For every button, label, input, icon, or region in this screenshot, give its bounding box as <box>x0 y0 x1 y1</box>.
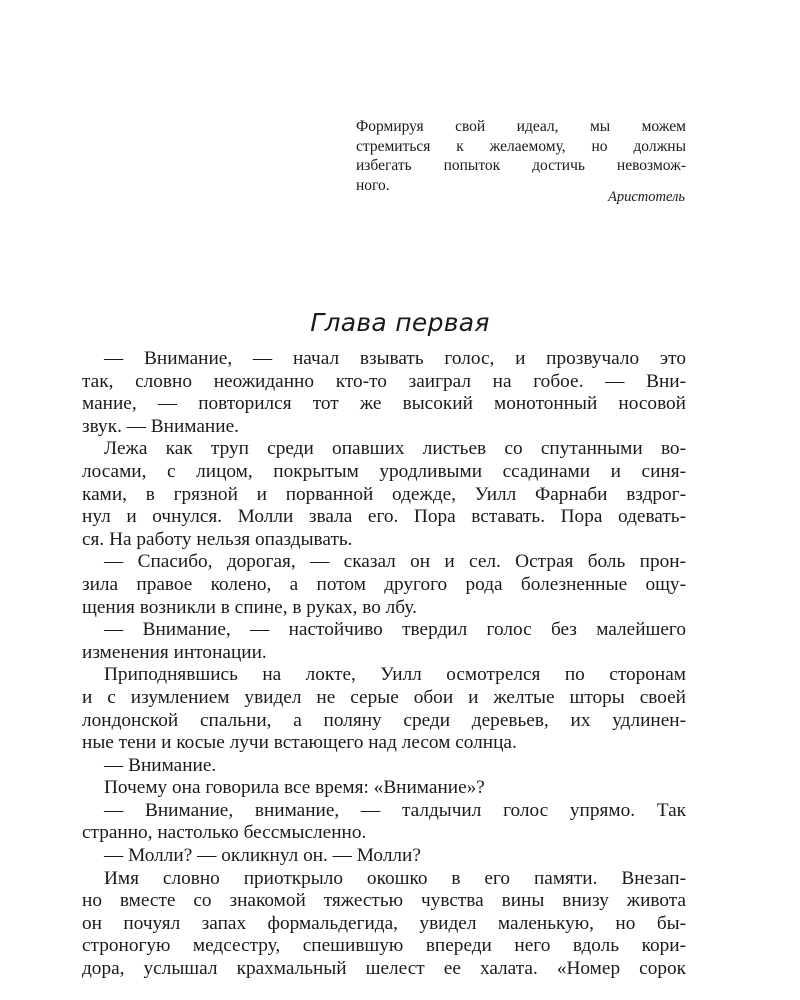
body-line: — Молли? — окликнул он. — Молли? <box>104 845 421 867</box>
chapter-title: Глава первая <box>310 308 490 337</box>
body-line: Почему она говорила все время: «Внимание»? <box>104 777 485 799</box>
epigraph <box>356 117 686 195</box>
body-line: зила правое колено, а потом другого рода болезненные ощу- <box>82 573 686 595</box>
body-line: строногую медсестру, спешившую впереди него вдоль кори- <box>82 935 686 957</box>
body-line: лондонской спальни, а поляну среди деревьев, их удлинен- <box>82 709 686 731</box>
body-line: мание, — повторился тот же высокий монотонный носовой <box>82 393 686 415</box>
body-line: ками, в грязной и порванной одежде, Уилл Фарнаби вздрог- <box>82 483 686 505</box>
epigraph-line: Формируя свой идеал, мы можем <box>356 118 686 135</box>
body-line: нул и очнулся. Молли звала его. Пора вставать. Пора одевать- <box>82 506 686 528</box>
epigraph-line: стремиться к желаемому, но должны <box>356 137 686 155</box>
body-line: изменения интонации. <box>82 641 267 663</box>
body-line: щения возникли в спине, в руках, во лбу. <box>82 596 417 618</box>
body-line: лосами, с лицом, покрытым уродливыми ссадинами и синя- <box>82 460 686 482</box>
body-line: Имя словно приоткрыло окошко в его памяти. Внезап- <box>104 867 686 889</box>
body-line: странно, настолько бессмысленно. <box>82 822 367 844</box>
body-line: — Спасибо, дорогая, — сказал он и сел. Острая боль прон- <box>104 551 686 573</box>
body-line: — Внимание, — настойчиво твердил голос без малейшего <box>104 619 686 641</box>
body-line: звук. — Внимание. <box>82 415 239 437</box>
epigraph-line: избегать попыток достичь невозмож- <box>356 157 686 174</box>
body-line: ся. На работу нельзя опаздывать. <box>82 528 353 550</box>
epigraph-line: ного. <box>356 176 390 194</box>
body-line: ные тени и косые лучи встающего над лесом солнца. <box>82 732 517 754</box>
body-line: и с изумлением увидел не серые обои и желтые шторы своей <box>82 686 686 708</box>
body-line: он почуял запах формальдегида, увидел маленькую, но бы- <box>82 912 686 934</box>
body-line: так, словно неожиданно кто-то заиграл на гобое. — Вни- <box>82 370 686 392</box>
body-line: — Внимание. <box>104 754 217 776</box>
body-line: — Внимание, — начал взывать голос, и прозвучало это <box>104 348 686 369</box>
body-line: дора, услышал крахмальный шелест ее халата. «Номер сорок <box>82 958 686 980</box>
epigraph-attribution: Аристотель <box>608 189 685 205</box>
body-line: — Внимание, внимание, — талдычил голос упрямо. Так <box>104 799 686 821</box>
body-line: Приподнявшись на локте, Уилл осмотрелся по сторонам <box>104 664 686 686</box>
body-line: но вместе со знакомой тяжестью чувства вины внизу живота <box>82 890 686 912</box>
chapter-body <box>82 348 686 981</box>
body-line: Лежа как труп среди опавших листьев со спутанными во- <box>104 438 686 460</box>
